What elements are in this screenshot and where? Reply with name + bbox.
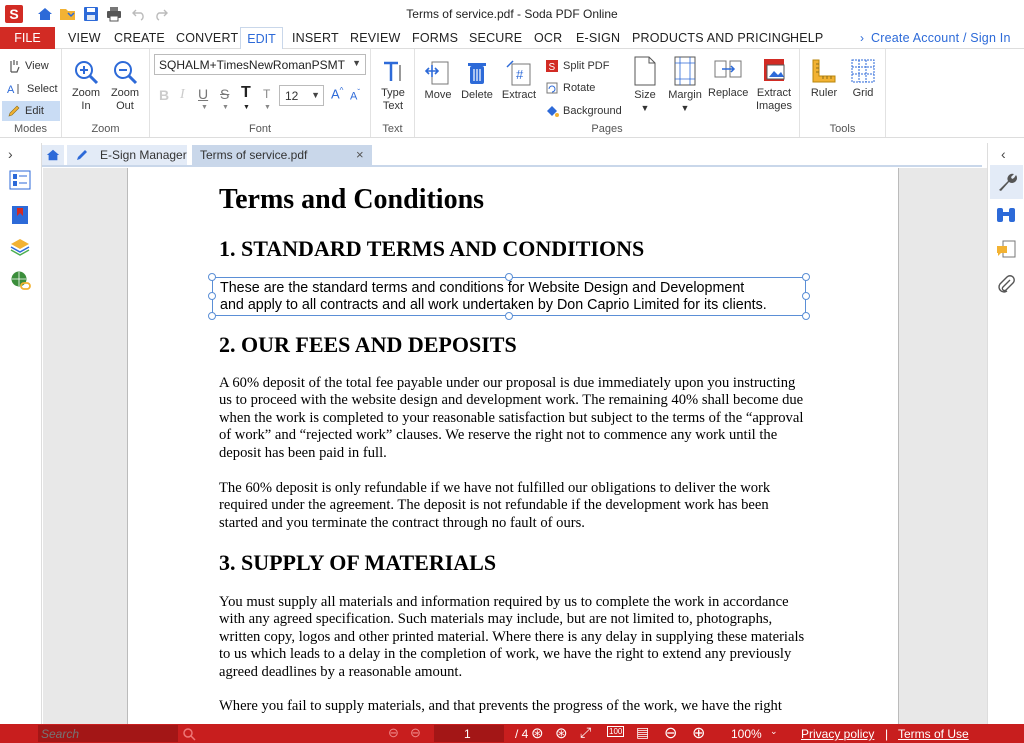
menu-review[interactable]: REVIEW — [350, 31, 401, 45]
title-bar — [0, 0, 1024, 27]
zoom-in-icon — [73, 59, 99, 85]
font-size-select[interactable] — [279, 85, 324, 106]
tab-home-icon — [46, 148, 60, 162]
background-label: Background — [563, 105, 622, 117]
window-title: Terms of service.pdf - Soda PDF Online — [406, 7, 618, 21]
page-total: / 4 — [515, 727, 529, 741]
extract-images-button[interactable] — [752, 57, 796, 113]
ribbon — [0, 49, 1024, 138]
heading-standard-terms: 1. STANDARD TERMS AND CONDITIONS — [219, 236, 645, 261]
doc-title: Terms and Conditions — [219, 184, 485, 215]
create-account-link[interactable]: Create Account / Sign In — [871, 31, 1011, 45]
text-highlight-icon[interactable]: T — [263, 87, 271, 101]
page-number-input[interactable] — [434, 725, 504, 742]
menu-convert[interactable]: CONVERT — [176, 31, 239, 45]
terms-of-use-link[interactable]: Terms of Use — [898, 727, 969, 741]
pdf-page[interactable] — [127, 168, 899, 724]
margin-button[interactable] — [666, 55, 704, 115]
zoom-dropdown-icon[interactable]: ⌄ — [770, 726, 778, 736]
zoom-out-label-2: Out — [116, 100, 134, 112]
menu-forms[interactable]: FORMS — [412, 31, 459, 45]
type-text-icon — [380, 59, 406, 85]
extract-label: Extract — [501, 89, 537, 101]
wrench-icon — [996, 171, 1018, 193]
replace-button[interactable] — [708, 57, 748, 100]
color-dropdown-icon[interactable]: ▼ — [243, 104, 250, 111]
extract-images-label-2: Images — [755, 100, 793, 112]
ruler-button[interactable] — [805, 57, 843, 100]
grid-icon — [849, 57, 877, 85]
font-label: Font — [248, 123, 271, 135]
size-dropdown-icon[interactable]: ▼ — [640, 103, 650, 113]
size-chevron-down-icon: ▼ — [311, 90, 320, 100]
paragraph-materials: You must supply all materials and information required by us to complete the work in accordance with any agreed specification. Such materials may include, but are not limited to, photographs, written copy, logos and other printed material. Where there is any delay in supplying these materials to us which leads to a delay in the completion of work, we have the right to extend any previously agreed deadlines by a reasonable amount. — [219, 594, 805, 680]
hand-icon — [7, 59, 21, 73]
page-size-icon — [632, 55, 658, 87]
text-color-icon[interactable]: T — [241, 84, 251, 101]
zoom-out-status-icon[interactable]: ⊖ — [664, 725, 678, 742]
zoom-in-label-1: Zoom — [71, 87, 101, 99]
prev-page-icon[interactable]: ⊖ — [410, 725, 421, 740]
font-group — [150, 49, 371, 137]
view-mode-button[interactable] — [7, 59, 49, 73]
grid-label: Grid — [852, 87, 874, 99]
first-page-icon[interactable]: ⊖ — [388, 725, 399, 740]
editable-paragraph[interactable] — [220, 280, 810, 314]
zoom-group — [62, 49, 150, 137]
soda-logo-icon: S — [5, 5, 23, 23]
ruler-label: Ruler — [810, 87, 838, 99]
replace-icon — [713, 57, 743, 85]
privacy-policy-link[interactable]: Privacy policy — [801, 727, 875, 741]
home-tab[interactable] — [42, 145, 64, 165]
zoom-out-icon — [112, 59, 138, 85]
italic-icon[interactable]: I — [180, 87, 185, 102]
margin-label: Margin — [668, 89, 702, 101]
zoom-out-button[interactable] — [107, 59, 143, 113]
chevron-down-icon: ▼ — [352, 58, 361, 68]
search-box[interactable] — [38, 725, 178, 742]
layers-icon[interactable] — [10, 237, 30, 260]
menu-file[interactable]: FILE — [0, 27, 55, 49]
paint-bucket-icon — [545, 104, 559, 118]
move-icon — [424, 59, 452, 87]
search-icon[interactable] — [182, 727, 196, 741]
modes-label: Modes — [13, 123, 48, 135]
tab-esign-manager[interactable] — [67, 145, 187, 165]
menu-help[interactable]: HELP — [790, 31, 824, 45]
zoom-in-button[interactable] — [68, 59, 104, 113]
paragraph-fail-supply: Where you fail to supply materials, and that prevents the progress of the work, we have the right — [219, 698, 782, 714]
tab-document[interactable] — [192, 145, 372, 166]
heading-materials: 3. SUPPLY OF MATERIALS — [219, 550, 497, 575]
resize-handle[interactable] — [208, 292, 216, 300]
pencil-icon — [7, 104, 21, 118]
document-viewer[interactable] — [43, 168, 987, 724]
paragraph-refund: The 60% deposit is only refundable if we have not fulfilled our obligations to deliver the work required under the agreement. The deposit is not refundable if the development work has been started and you terminate the contract through no fault of ours. — [219, 480, 771, 531]
size-label: Size — [634, 89, 656, 101]
modes-group — [0, 49, 62, 137]
select-mode-button[interactable] — [7, 82, 58, 96]
rotate-label: Rotate — [563, 82, 596, 94]
paragraph-line: These are the standard terms and conditions for Website Design and Development — [220, 280, 745, 296]
select-mode-label: Select — [27, 83, 58, 95]
split-pdf-icon — [545, 59, 559, 73]
view-mode-label: View — [25, 60, 49, 72]
expand-left-icon[interactable]: › — [8, 146, 13, 162]
binoculars-icon[interactable] — [995, 206, 1017, 227]
delete-page-button[interactable] — [459, 59, 495, 102]
move-page-button[interactable] — [421, 59, 455, 102]
menu-create[interactable]: CREATE — [114, 31, 165, 45]
extract-images-label-1: Extract — [756, 87, 792, 99]
rotate-icon — [545, 81, 559, 95]
menu-products[interactable]: PRODUCTS AND PRICING — [632, 31, 791, 45]
collapse-right-icon[interactable]: ‹ — [1001, 146, 1006, 162]
highlight-dropdown-icon[interactable]: ▼ — [264, 104, 271, 111]
extract-icon — [505, 59, 533, 87]
next-page-icon[interactable]: ⊛ — [531, 725, 544, 742]
document-tabs — [42, 145, 982, 167]
menu-insert[interactable]: INSERT — [292, 31, 339, 45]
close-tab-icon[interactable]: × — [356, 147, 364, 162]
zoom-in-status-icon[interactable]: ⊕ — [692, 725, 706, 742]
link-separator: | — [885, 727, 889, 741]
text-label: Text — [382, 123, 403, 135]
menu-bar — [0, 27, 1024, 49]
underline-dropdown-icon[interactable]: ▼ — [201, 104, 208, 111]
zoom-in-label-2: In — [81, 100, 91, 112]
background-button[interactable] — [545, 104, 622, 118]
right-sidebar — [987, 143, 1024, 724]
ruler-icon — [810, 57, 838, 85]
reading-mode-icon[interactable]: ▤ — [636, 724, 650, 740]
comments-icon[interactable] — [995, 239, 1017, 264]
thumbnails-icon[interactable] — [9, 170, 31, 193]
esign-pen-icon — [75, 148, 89, 162]
svg-text:S: S — [548, 62, 556, 73]
pages-group — [415, 49, 800, 137]
zoom-level[interactable]: 100% — [731, 727, 762, 741]
edit-mode-button[interactable] — [2, 101, 60, 121]
extract-images-icon — [760, 57, 788, 85]
page-size-button[interactable] — [628, 55, 662, 115]
margin-icon — [672, 55, 698, 87]
bold-icon[interactable]: B — [159, 87, 170, 103]
heading-fees: 2. OUR FEES AND DEPOSITS — [219, 332, 517, 357]
zoom-out-label-1: Zoom — [110, 87, 140, 99]
svg-text:A: A — [7, 84, 15, 96]
text-group — [371, 49, 415, 137]
split-pdf-button[interactable] — [545, 59, 609, 73]
grid-button[interactable] — [845, 57, 881, 100]
font-family-select[interactable] — [154, 54, 366, 75]
menu-esign[interactable]: E-SIGN — [576, 31, 621, 45]
svg-text:#: # — [516, 67, 524, 82]
fit-page-icon[interactable]: ⤢ — [580, 724, 592, 740]
zoom-label: Zoom — [91, 123, 120, 135]
left-sidebar — [0, 143, 42, 724]
move-label: Move — [424, 89, 452, 101]
actual-size-icon[interactable]: 100 — [609, 727, 623, 736]
resize-handle[interactable] — [208, 312, 216, 320]
increase-font-icon[interactable]: A^ — [331, 86, 344, 102]
tab-esign-label: E-Sign Manager — [100, 148, 187, 162]
paragraph-fees: A 60% deposit of the total fee payable under our proposal is due immediately upon you instructing us to proceed with the website design and development work. The remaining 40% shall become due when the work is completed to your reasonable satisfaction but subject to the terms of the “approval of work” and “rejected work” clauses. We reserve the right not to commence any work until the deposit has been paid in full. — [219, 375, 804, 461]
menu-edit[interactable]: EDIT — [240, 27, 283, 50]
underline-icon[interactable]: U — [198, 86, 209, 102]
type-text-label-2: Text — [382, 100, 404, 112]
font-family-value: SQHALM+TimesNewRomanPSMT — [159, 58, 345, 72]
rotate-button[interactable] — [545, 81, 595, 95]
bookmarks-icon[interactable] — [11, 205, 29, 228]
strike-dropdown-icon[interactable]: ▼ — [222, 104, 229, 111]
resize-handle[interactable] — [208, 273, 216, 281]
decrease-font-icon[interactable]: $A^ˇ$ — [350, 88, 361, 103]
attachment-icon[interactable] — [996, 274, 1016, 297]
properties-tool[interactable] — [990, 165, 1023, 199]
page-number-value: 1 — [464, 727, 471, 741]
delete-label: Delete — [461, 89, 493, 101]
margin-dropdown-icon[interactable]: ▼ — [680, 103, 690, 113]
menu-view[interactable]: VIEW — [68, 31, 101, 45]
font-size-value: 12 — [285, 89, 299, 103]
tools-label: Tools — [829, 123, 856, 135]
last-page-icon[interactable]: ⊛ — [555, 725, 568, 742]
paragraph-line: and apply to all contracts and all work undertaken by Don Caprio Limited for its clients. — [220, 297, 767, 313]
tab-document-label: Terms of service.pdf — [200, 148, 308, 162]
split-pdf-label: Split PDF — [563, 60, 610, 72]
extract-page-button[interactable] — [499, 59, 539, 102]
links-globe-icon[interactable] — [10, 270, 32, 295]
strikethrough-icon[interactable]: S — [220, 86, 230, 102]
trash-icon — [463, 59, 491, 87]
pages-label: Pages — [591, 123, 623, 135]
menu-secure[interactable]: SECURE — [469, 31, 523, 45]
status-bar — [0, 724, 1024, 743]
replace-label: Replace — [708, 87, 749, 99]
type-text-button[interactable] — [374, 59, 412, 113]
account-caret-icon: › — [860, 31, 865, 45]
select-text-icon — [7, 82, 23, 96]
search-input[interactable] — [41, 726, 151, 741]
type-text-label-1: Type — [381, 87, 405, 99]
menu-ocr[interactable]: OCR — [534, 31, 563, 45]
edit-mode-label: Edit — [25, 105, 44, 117]
tools-group — [800, 49, 886, 137]
